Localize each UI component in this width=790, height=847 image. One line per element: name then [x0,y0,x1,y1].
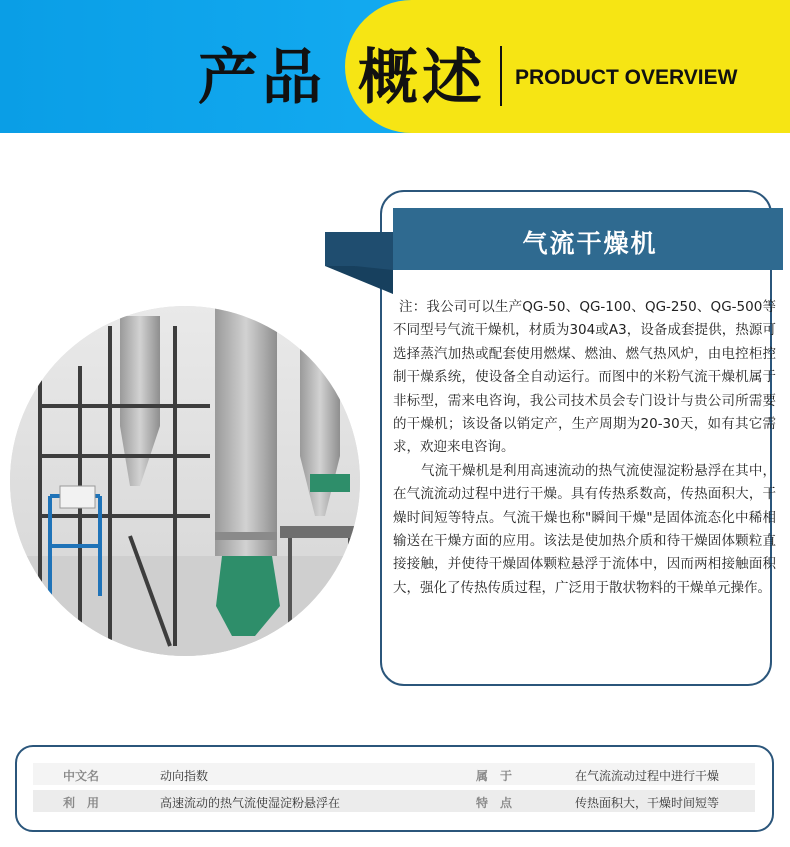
product-description [393,296,776,600]
spec-table [15,745,774,832]
page-title-english: PRODUCT OVERVIEW [515,66,738,89]
product-name: 气流干燥机 [522,229,658,258]
spec-value: 在气流流动过程中进行干燥 [575,769,720,783]
spec-label: 利 用 [63,796,100,810]
title-divider [500,46,502,106]
spec-label: 特 点 [476,796,513,810]
page-title-part1: 产品 [198,43,326,113]
spec-row [33,763,755,785]
page-title-part2: 概述 [358,43,486,113]
spec-value: 动向指数 [160,769,209,783]
description-main: 气流干燥机是利用高速流动的热气流使湿淀粉悬浮在其中，在气流流动过程中进行干燥。具有传热系数高，传热面积大，干燥时间短等特点。气流干燥也称"瞬间干燥"是固体流态化中稀相输送在干燥方面的应用。该法是使加热介质和待干燥固体颗粒直接接触，并使待干燥固体颗粒悬浮于流体中，因而两相接触面积大，强化了传热传质过程，广泛用于散状物料的干燥单元操作。 [393,462,776,596]
spec-value: 传热面积大，干燥时间短等 [575,796,720,810]
spec-label: 属 于 [476,769,513,783]
spec-label: 中文名 [63,769,100,783]
description-note: 注：我公司可以生产QG-50、QG-100、QG-250、QG-500等不同型号气流干燥机，材质为304或A3，设备成套提供，热源可选择蒸汽加热或配套使用燃煤、燃油、燃气热风炉，由电控柜控制干燥系统，使设备全自动运行。而图中的米粉气流干燥机属于非标型，需来电咨询，我公司技术员会专门设计与贵公司所需要的干燥机；该设备以销定产，生产周期为20-30天，如有其它需求，欢迎来电咨询。 [393,299,776,456]
spec-value: 高速流动的热气流使湿淀粉悬浮在 [160,796,341,810]
dryer-machine-illustration [10,306,360,656]
spec-row [33,790,755,812]
product-photo [10,306,360,656]
